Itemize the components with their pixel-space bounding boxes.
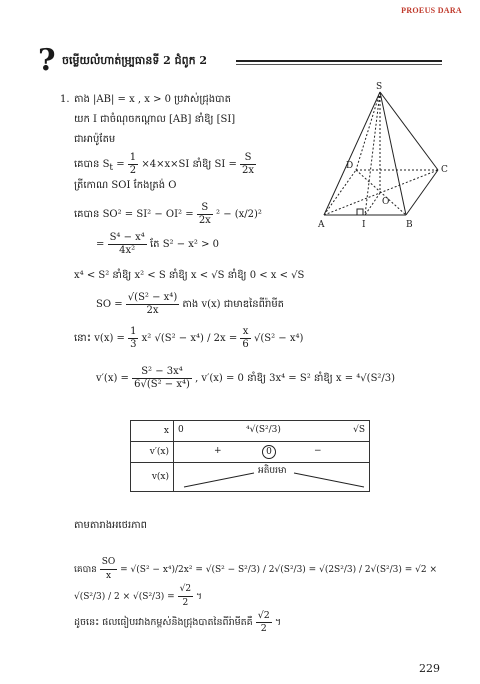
label-C: C	[441, 165, 448, 175]
problem-line-6: គេបាន SO² = SI² − OI² = $\frac{S}{2x}$ ² − (x/2)²	[74, 202, 262, 226]
problem-line-7: = $\frac{\text{S⁴ − x⁴}}{\text{4x²}}$ តែ S² − x² > 0	[96, 232, 220, 256]
problem-line-8: x⁴ < S² នាំឱ្យ x² < S នាំឱ្យ x < √S នាំឱ្យ 0 < x < √S	[74, 270, 305, 281]
section-title: ចម្លើយលំហាត់ម្ប្រធានទី 2 ជំពូក 2	[62, 54, 208, 67]
title-rule	[236, 60, 442, 62]
problem-line-4: គេបាន $S_t$ = $\frac{1}{2}$ ×4×x×SI នាំឱ្យ SI = $\frac{S}{2x}$	[74, 152, 255, 176]
label-O: O	[382, 197, 390, 207]
row-x-label: x	[131, 421, 174, 442]
x-end: √S	[353, 425, 365, 435]
conclusion-line-3: ដូចនេះ ផលធៀបរវាងកម្ពស់និងជ្រុងបាតនៃពីរ៉ាមីតគឺ $\frac{√2}{2}$ ។	[74, 610, 282, 634]
x-critical: ⁴√(S²/3)	[246, 425, 281, 435]
edge-SA	[324, 92, 380, 215]
problem-line-11: v′(x) = $\frac{\text{S² − 3x⁴}}{\text{6√(S² − x⁴)}}$ , v′(x) = 0 នាំឱ្យ 3x⁴ = S² នាំឱ្យ x = ⁴√(S²/3)	[96, 366, 396, 390]
row-derivative	[131, 442, 370, 463]
deriv-zero: 0	[262, 445, 276, 459]
label-D: D	[346, 161, 354, 171]
page-number: 229	[419, 662, 440, 675]
deriv-plus: +	[214, 446, 222, 456]
title-rule-thin	[236, 64, 442, 65]
row-deriv-label: v′(x)	[131, 442, 174, 463]
right-angle-mark	[357, 209, 363, 215]
label-A: A	[318, 220, 325, 230]
brand-header: PROEUS DARA	[401, 6, 462, 15]
edge-SD	[356, 92, 380, 170]
label-S: S	[376, 82, 383, 92]
problem-line-2: យក I ជាចំណុចកណ្តាល [AB] នាំឱ្យ [SI]	[74, 114, 236, 125]
label-I: I	[362, 220, 366, 230]
conclusion-line-1: តាមតារាងអថេរភាព	[74, 520, 147, 531]
deriv-minus: −	[314, 446, 322, 456]
problem-line-5: ត្រីកោណ SOI កែងត្រង់ O	[74, 180, 177, 191]
problem-line-10: នោះ v(x) = $\frac{1}{3}$ x² √(S² − x⁴) / 2x = $\frac{x}{6}$ √(S² − x⁴)	[74, 326, 304, 350]
row-v-label: v(x)	[131, 463, 174, 492]
variation-table	[130, 420, 370, 492]
row-v	[131, 463, 370, 492]
conclusion-line-2: គេបាន $\frac{SO}{x}$ = √(S² − x⁴)/2x² = √(S² − S²/3) / 2√(S²/3) = √(2S²/3) / 2√(S²/3) = √2 × √(S²/3) / 2 × √(S²/3) = $\frac{√2}{2}$ ។	[74, 557, 437, 608]
problem-line-1: តាង |AB| = x , x > 0 ប្រវាស់ជ្រុងបាត	[74, 94, 231, 105]
question-icon: ?	[38, 43, 56, 78]
diag-DB	[356, 170, 406, 215]
v-maximum: អតិបរមា	[258, 466, 287, 476]
variation-arrows	[174, 463, 374, 491]
row-x	[131, 421, 370, 442]
problem-line-3: ជាអាប៉ូតែម	[74, 134, 116, 145]
x-start: 0	[178, 425, 184, 435]
pyramid-figure	[310, 80, 458, 230]
problem-number: 1.	[60, 94, 70, 105]
label-B: B	[406, 220, 413, 230]
problem-line-9: SO = $\frac{\text{√(S² − x⁴)}}{2x}$ តាង v(x) ជាមាឌនៃពីរ៉ាមីត	[96, 292, 285, 316]
